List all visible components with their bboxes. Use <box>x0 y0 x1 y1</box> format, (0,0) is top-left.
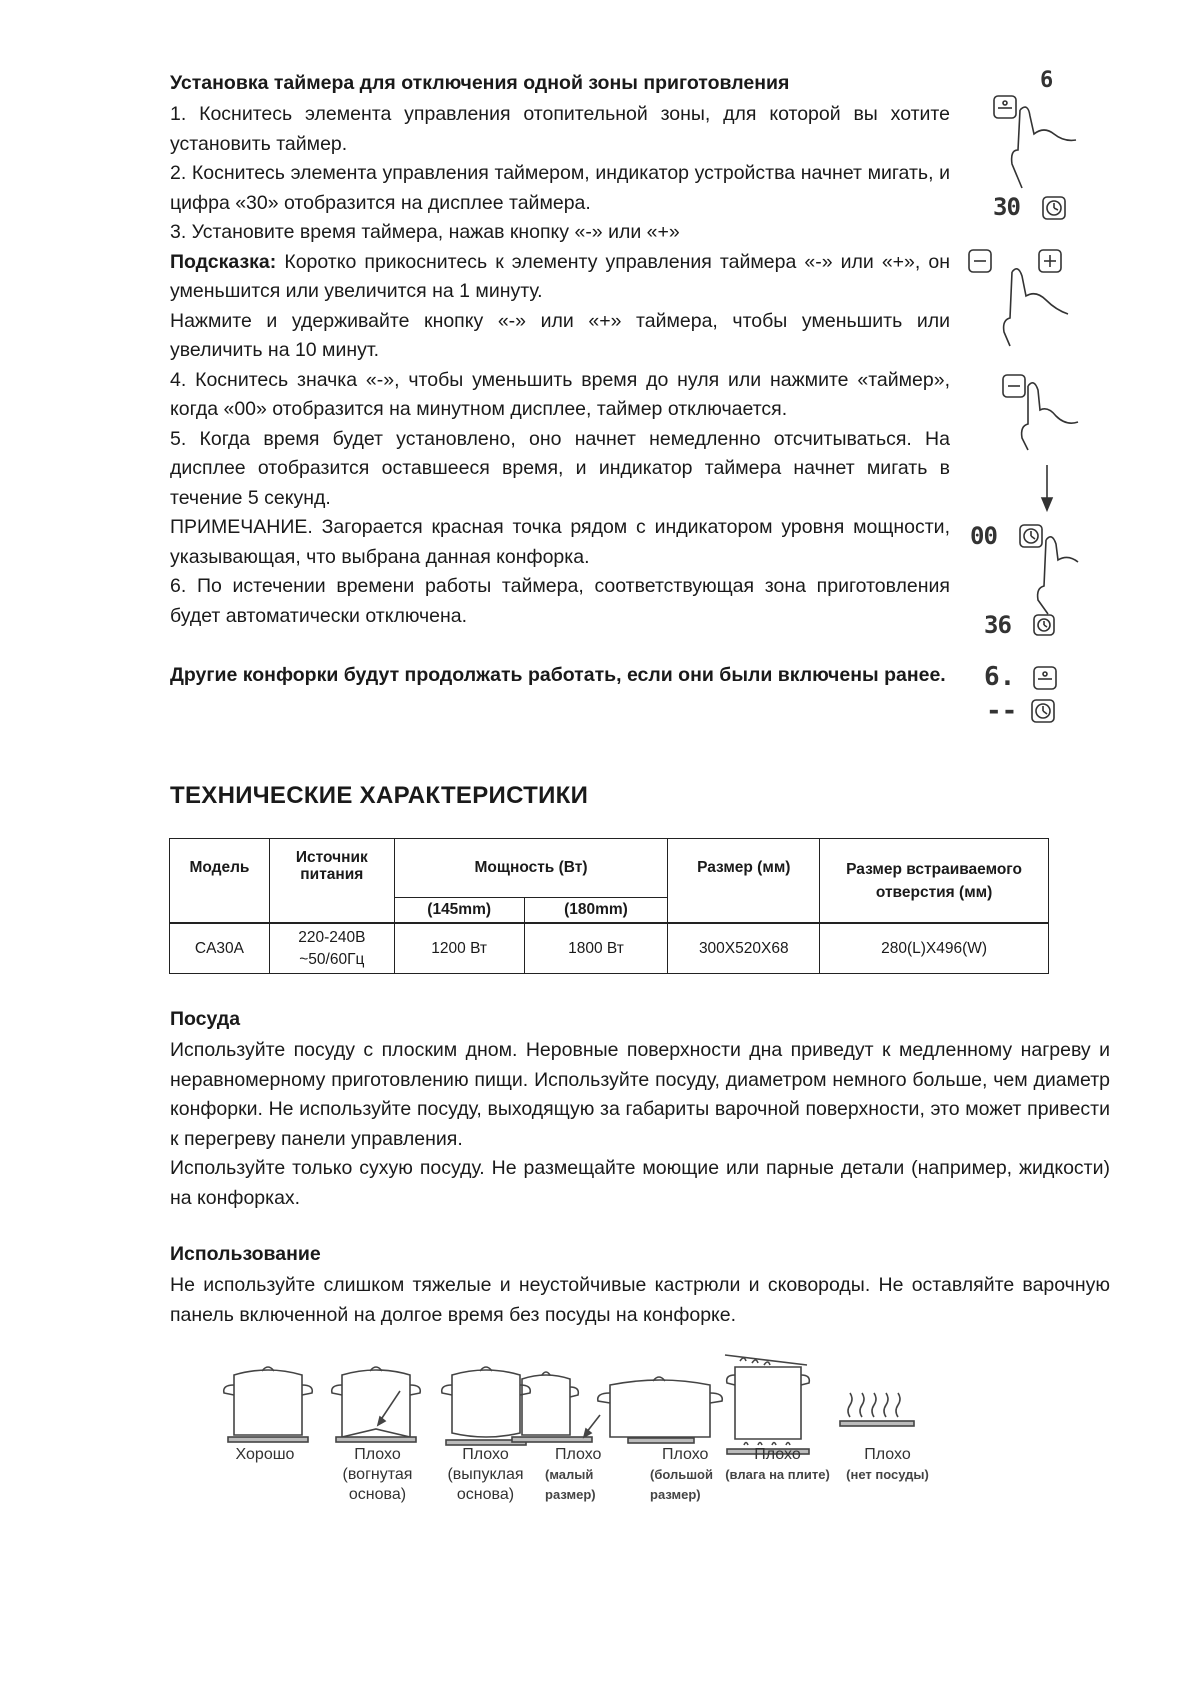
col-model: Модель <box>170 839 270 924</box>
cookware-title: Посуда <box>170 1008 241 1030</box>
display-timer-00: 00 <box>970 522 997 550</box>
pot-caption <box>330 1445 425 1505</box>
cookware-para-2: Используйте только сухую посуду. Не размещайте моющие или парные детали (например, жидкости) на конфорках. <box>170 1157 1110 1209</box>
pot-caption <box>720 1445 835 1485</box>
timer-instructions <box>170 100 950 690</box>
step-2: 2. Коснитесь элемента управления таймером, индикатор устройства начнет мигать, и цифра «30» отобразится на дисплее таймера. <box>170 162 950 214</box>
pot-label: Плохо <box>754 1446 801 1463</box>
col-cutout: Размер встраиваемого отверстия (мм) <box>820 839 1049 924</box>
pot-note: (большой <box>650 1467 713 1482</box>
pot-caption <box>438 1445 533 1505</box>
pot-convex-base-icon <box>442 1367 531 1445</box>
display-timer-off: -- <box>986 696 1018 726</box>
timer-section-title: Установка таймера для отключения одной зоны приготовления <box>170 72 790 94</box>
pot-moisture-icon <box>725 1355 809 1454</box>
step-5: 5. Когда время будет установлено, оно начнет немедленно отсчитываться. На дисплее отобразится оставшееся время, и индикатор таймера начнет мигать в течение 5 секунд. <box>170 427 950 509</box>
display-timer-30: 30 <box>993 193 1020 221</box>
cell-size: 300X520X68 <box>668 923 820 974</box>
cell-voltage: 220-240В <box>298 928 366 946</box>
pot-note: размер) <box>545 1487 596 1502</box>
col-power: Мощность (Вт) <box>394 839 668 898</box>
specs-table <box>169 838 1049 974</box>
usage-para: Не используйте слишком тяжелые и неустойчивые кастрюли и сковороды. Не оставляйте варочную панель включенной на долгое время без посуды на конфорке. <box>170 1274 1110 1326</box>
finger-icon <box>1004 269 1068 346</box>
pot-caption <box>545 1445 615 1505</box>
arrow-down-icon <box>1042 465 1052 510</box>
pot-large-icon <box>598 1377 723 1443</box>
burner-key-icon <box>1034 667 1056 689</box>
pot-note: размер) <box>650 1487 701 1502</box>
hint <box>170 248 950 307</box>
pot-label: Плохо <box>354 1446 401 1463</box>
display-timer-36: 36 <box>984 611 1011 639</box>
minus-key-icon <box>969 250 991 272</box>
pot-note: (нет посуды) <box>846 1467 929 1482</box>
cookware-illustrations <box>220 1345 1010 1535</box>
step-1: 1. Коснитесь элемента управления отопительной зоны, для которой вы хотите установить таймер. <box>170 103 950 155</box>
cell-frequency: ~50/60Гц <box>299 950 365 968</box>
clock-icon <box>1043 197 1065 219</box>
clock-icon <box>1020 525 1042 547</box>
pot-good-icon <box>224 1367 313 1442</box>
col-power-145: (145mm) <box>394 898 524 924</box>
hint-label: Подсказка: <box>170 250 277 273</box>
pot-concave-base-icon <box>332 1367 421 1442</box>
step-4: 4. Коснитесь значка «-», чтобы уменьшить время до нуля или нажмите «таймер», когда «00» отобразится на минутном дисплее, таймер отключается. <box>170 368 950 420</box>
usage-title: Использование <box>170 1243 321 1265</box>
hold-hint: Нажмите и удерживайте кнопку «-» или «+» таймера, чтобы уменьшить или увеличить на 10 минут. <box>170 309 950 361</box>
pot-note: (вогнутая <box>342 1466 413 1483</box>
pot-label: Плохо <box>864 1446 911 1463</box>
display-power-level: 6 <box>1040 68 1054 93</box>
other-burners-note: Другие конфорки будут продолжать работать, если они были включены ранее. <box>170 663 946 686</box>
pot-note: основа) <box>348 1486 407 1503</box>
col-power-180: (180mm) <box>524 898 668 924</box>
col-power-source: Источник питания <box>269 839 394 924</box>
burner-key-icon <box>994 96 1016 118</box>
cell-power-145: 1200 Вт <box>394 923 524 974</box>
finger-icon <box>1012 107 1076 188</box>
timer-pictograms <box>960 50 1080 750</box>
pot-note: (выпуклая <box>447 1466 524 1483</box>
specs-title: ТЕХНИЧЕСКИЕ ХАРАКТЕРИСТИКИ <box>170 782 589 809</box>
minus-key-icon <box>1003 375 1025 397</box>
clock-icon <box>1034 615 1054 635</box>
pot-label: Плохо <box>555 1446 602 1463</box>
step-3: 3. Установите время таймера, нажав кнопку «-» или «+» <box>170 221 680 243</box>
pot-label: Плохо <box>662 1446 709 1463</box>
cell-power-source <box>269 923 394 974</box>
table-header-row <box>170 839 1049 898</box>
pot-caption <box>840 1445 935 1485</box>
hint-text: Коротко прикоснитесь к элементу управления таймера «-» или «+», он уменьшится или увеличится на 1 минуту. <box>170 250 950 302</box>
cell-power-180: 1800 Вт <box>524 923 668 974</box>
usage-text <box>170 1271 1110 1330</box>
pot-caption <box>220 1445 310 1465</box>
pot-note: (влага на плите) <box>725 1467 830 1482</box>
col-size: Размер (мм) <box>668 839 820 924</box>
pot-label: Плохо <box>462 1446 509 1463</box>
pot-note: (малый <box>545 1467 594 1482</box>
cookware-para-1: Используйте посуду с плоским дном. Неровные поверхности дна приведут к медленному нагреву и неравномерному приготовлению пищи. Используйте посуду, диаметром немного больше, чем диаметр конфорки. Не используйте посуду, выходящую за габариты варочной поверхности, это может привести к перегреву панели управления. <box>170 1039 1110 1150</box>
note: ПРИМЕЧАНИЕ. Загорается красная точка рядом с индикатором уровня мощности, указывающая, что выбрана данная конфорка. <box>170 516 950 568</box>
step-6: 6. По истечении времени работы таймера, соответствующая зона приготовления будет автоматически отключена. <box>170 575 950 627</box>
plus-key-icon <box>1039 250 1061 272</box>
pot-note: основа) <box>456 1486 515 1503</box>
pot-label: Хорошо <box>235 1446 295 1463</box>
pot-caption <box>650 1445 730 1505</box>
table-row <box>170 923 1049 974</box>
cell-cutout: 280(L)X496(W) <box>820 923 1049 974</box>
finger-icon <box>1038 537 1078 614</box>
finger-icon <box>1022 383 1078 450</box>
cell-model: CA30A <box>170 923 270 974</box>
empty-burner-heat-icon <box>840 1393 914 1426</box>
cookware-text <box>170 1036 1110 1213</box>
pot-small-icon <box>512 1372 600 1442</box>
display-power-selected: 6. <box>984 662 1016 692</box>
clock-icon <box>1032 700 1054 722</box>
